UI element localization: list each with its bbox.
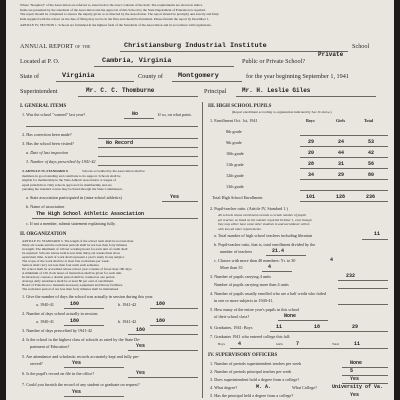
section-general-title: I. GENERAL ITEMS — [20, 104, 67, 109]
org-text: A minimum of 120 clock hours of instruction shall be given for each unit. — [22, 271, 123, 275]
org-text: Seniors shall carry not less than four units each semester. — [22, 263, 100, 267]
org-text: The recitation period of not less than forty minutes shall be maintained. — [22, 287, 119, 291]
entire-label-2: of their school class? — [214, 314, 250, 319]
state-value: Virginia — [62, 72, 95, 80]
grade-label: 11th grade — [226, 162, 244, 167]
grade-label: 8th grade — [226, 129, 242, 134]
org-text: Average daily attendance shall be at least 80 per cent of enrollment. — [22, 279, 114, 283]
college-label: 7. Graduates 1941 who entered college this fall: — [210, 334, 291, 339]
q1b-label: 1. Give the number of days the school was actually in session during this year. — [22, 294, 154, 299]
q4b-label: b. Name of association — [26, 204, 65, 209]
q3b-value: 180 — [136, 327, 146, 333]
top-note: ARTICLE IV, SECTION 1. Schools are furnished in the highest form of the Standards of the Association and in accordance with regulations. — [20, 23, 212, 27]
q1-value: No — [132, 111, 139, 117]
year-label: for the year beginning September 1, 1941 — [246, 73, 349, 80]
org-text: Board of Education to maintain necessary equipment and library facilities. — [22, 283, 123, 287]
grade-total: 80 — [368, 172, 375, 178]
graduates-girls: 18 — [314, 324, 321, 330]
teachers-label: a. Total number of high school teachers including librarian — [214, 233, 313, 238]
q1-rule — [124, 118, 154, 119]
graduates-label: 6. Graduates, 1941: Boys — [210, 325, 253, 330]
q4b-rule — [32, 218, 198, 219]
enrollment-label: 1. Enrollment Oct. 1st, 1941 — [210, 118, 258, 123]
q3b-label: 3. Number of days prescribed by 1941-42 — [26, 159, 96, 164]
q4b-value: Yes — [136, 343, 146, 349]
grade-rule — [300, 168, 388, 169]
supt-periods-label: 1. Number of periods superintendent teaches per week — [210, 361, 302, 366]
grade-girls: 31 — [338, 161, 345, 167]
grade-girls: 24 — [338, 139, 345, 145]
q2b-left-rule — [64, 325, 104, 326]
q2b-label: 2. Number of days school actually in session: — [22, 311, 99, 316]
q1b-right-label: b. 1941-42 — [118, 302, 137, 307]
classes-right-value: 4 — [268, 264, 272, 270]
principal-periods-label: 2. Number of periods principal teaches per week — [210, 369, 292, 374]
grade-total: 42 — [368, 150, 375, 156]
grade-rule — [300, 135, 388, 136]
supt-degree-label: 3. Does superintendent hold a degree from a college? — [210, 377, 300, 382]
section-pupils-title: III. HIGH SCHOOL PUPILS — [208, 104, 272, 109]
college-total: 11 — [354, 341, 361, 347]
grade-rule — [300, 190, 388, 191]
org-text: equivalent time. A unit of work shall represent a year's study in any subject. — [22, 255, 125, 259]
q3-label: 3. Has the school been visited? — [22, 141, 74, 146]
grade-label: 10th grade — [226, 151, 244, 156]
what-degree-label: 4. What degree? — [210, 385, 238, 390]
q3a-label: a. Date of last inspection — [26, 150, 68, 155]
graduates-total: 29 — [352, 324, 359, 330]
principal-degree-value: Yes — [350, 392, 360, 398]
ratio-body: with less all other requirements. — [218, 226, 262, 231]
org-text: No school shall be accredited whose school year consists of fewer than 180 days. — [22, 267, 133, 271]
grade-label: 9th grade — [226, 140, 242, 145]
school-suffix: School — [352, 43, 370, 50]
org-text: be required. Schools whose term is less than thirty-six weeks must show — [22, 251, 121, 255]
q4-body: Schools accredited by the Association shall be — [82, 169, 145, 173]
q4a-value: Yes — [170, 194, 180, 200]
q2-label: 2. Has correction been made? — [22, 132, 72, 137]
grade-total: 56 — [368, 161, 375, 167]
q7b-rule — [64, 396, 124, 397]
college-boys-label: Boys — [218, 342, 225, 346]
entire-value: None — [284, 313, 297, 319]
answer-rule — [26, 126, 198, 127]
classes-right-label: More than 35 — [220, 265, 243, 270]
units-label: 3. Number of pupils carrying 4 units — [210, 274, 272, 279]
q1b-right-rule — [150, 308, 198, 309]
org-text: In laboratory courses a double period shall be counted as one period. — [22, 275, 116, 279]
q4c-label: c. If not a member, submit statement explaining fully. — [26, 221, 116, 226]
section-organization-title: II. ORGANIZATION — [20, 232, 67, 237]
q5b-label: 5. Are attendance and scholastic records accurately kept and fully pre- — [22, 354, 140, 359]
q4b-value: The High School Athletic Association — [36, 211, 145, 217]
q4a-rule — [162, 201, 198, 202]
principal-label: Principal — [204, 88, 227, 95]
grade-boys: 34 — [308, 172, 315, 178]
supt-degree-value: Yes — [350, 376, 360, 382]
principal-periods-rule — [342, 375, 388, 376]
grade-label: 12th grade — [226, 173, 244, 178]
q4-body: equal jurisdiction. Only schools approved for membership and are — [22, 182, 112, 187]
section-pupils-subtitle: (Report enrollment according to organization indicated by Sec. II above.) — [232, 110, 332, 114]
q2b-right-rule — [150, 325, 198, 326]
units-value: 232 — [346, 273, 356, 279]
q5b-label-2: served? — [30, 361, 43, 366]
units-more-rule — [338, 288, 388, 289]
org-text: thirty-six weeks and the recitation periods shall be not less than forty minutes — [22, 243, 128, 247]
q6b-rule — [128, 377, 198, 378]
q2b-right-value: 180 — [156, 318, 166, 324]
q4b-label: 4. Is the school in the highest class of schools as rated by the State De- — [22, 337, 141, 342]
ratio-b-value: 21.4 — [272, 248, 285, 254]
entire-rule — [278, 320, 328, 321]
q4b-label-2: partment of Education? — [30, 344, 70, 349]
q1b-left-value: 180 — [70, 301, 80, 307]
classes-value: 4 — [330, 257, 334, 263]
state-rule — [56, 81, 134, 82]
q3b-rule — [128, 334, 198, 335]
col-girls-header: Girls — [336, 118, 346, 123]
supt-periods-rule — [342, 367, 388, 368]
top-note: Item supplied with the school on the date of filing may not be in the files and should be furnished. Please furnish the report by December 1. — [20, 16, 210, 21]
graduates-rule — [270, 331, 388, 332]
units-more-label: Number of pupils carrying more than 4 units — [214, 282, 289, 287]
principal-periods-value: 5 — [350, 368, 354, 374]
q7b-value: Yes — [72, 389, 82, 395]
total-girls: 128 — [336, 194, 346, 200]
ratio-b-label-2: number of teachers — [220, 249, 253, 254]
located-rule — [94, 66, 234, 67]
q4-body: pursuing the standard course may be listed through the State Commission. — [22, 187, 123, 191]
grade-rule — [300, 146, 388, 147]
total-total: 236 — [366, 194, 376, 200]
teachers-rule — [362, 239, 388, 240]
grade-boys: 29 — [308, 139, 315, 145]
org-text: The scope of the work shall be at least four recitations per week. — [22, 259, 110, 263]
report-page — [6, 0, 394, 400]
superintendent-value: Mr. C. C. Thomburne — [86, 87, 155, 94]
q3a-rule — [98, 156, 198, 157]
ratio-b-label: b. Pupil-teacher ratio, that is, total enrollment divided by the — [214, 242, 316, 247]
q5b-value: Yes — [72, 360, 82, 366]
total-enrollment-label: Total High School Enrollment — [212, 195, 263, 200]
report-title: ANNUAL REPORT of the — [20, 43, 91, 50]
ratio-body: All schools whose enrollment exceeds a certain number of pupils — [218, 213, 306, 217]
county-value: Montgomery — [178, 72, 219, 80]
public-label: Public or Private School? — [242, 58, 306, 65]
classes-label: c. Classes with more than 40 members: Yr. to 30 — [214, 258, 296, 263]
what-degree-value: M. A. — [256, 384, 272, 390]
college-total-label: Total — [332, 342, 339, 346]
failed-rule — [338, 304, 388, 305]
ratio-body: per teacher, as listed on the number reported October 1, even though — [218, 217, 312, 222]
grade-boys: 20 — [308, 150, 315, 156]
principal-degree-label: 5. Has the principal held a degree from a college? — [210, 393, 294, 398]
graduates-boys: 11 — [276, 324, 283, 330]
col-boys-header: Boys — [306, 118, 315, 123]
top-note: The report should be completed to answer the inquiry given or as directed by the Association. The report should be promptly and exactly and fully. — [20, 12, 220, 16]
entire-label: 5. How many of the entire year's pupils in this school — [210, 307, 300, 312]
principal-value: Mr. H. Leslie Giles — [242, 87, 311, 94]
q3b-rule — [98, 165, 198, 166]
q4-body: eligible for membership in the State Athletic Association or league of — [22, 178, 116, 182]
q6b-value: Yes — [136, 370, 146, 376]
college-rule — [230, 348, 388, 349]
q5b-rule — [64, 367, 124, 368]
q2b-left-label: a. 1940-41 — [36, 319, 54, 324]
grade-girls: 29 — [338, 172, 345, 178]
q1b-left-rule — [64, 308, 104, 309]
what-college-value: University of Va. — [332, 384, 384, 390]
grade-rule — [300, 157, 388, 158]
column-divider — [202, 102, 203, 398]
ratio-body: they may either have some other students in and accordance with it. — [218, 222, 311, 226]
org-text: in length. The minimum of 120 net working hours for each unit of credit shall — [22, 247, 128, 251]
failed-label: 4. Number of pupils usually enrolled who are a half credit who failed — [210, 291, 326, 296]
college-boys: 4 — [238, 341, 242, 347]
college-girls: 7 — [296, 341, 300, 347]
units-rule — [338, 280, 388, 281]
q1b-left-label: a. 1940-41 — [36, 302, 54, 307]
total-boys: 101 — [306, 194, 316, 200]
grade-girls: 44 — [338, 150, 345, 156]
q2b-right-label: b. 1941-42 — [118, 319, 137, 324]
classes-rule — [262, 271, 292, 272]
q7b-label: 7. Could you furnish the record of any student or graduate on request? — [22, 382, 140, 387]
top-note: Items are presented by the standards of the Association and the approval of this School by the State Department of Education is required. — [20, 7, 206, 12]
college-girls-label: Girls — [276, 342, 283, 346]
what-college-label: What College? — [292, 385, 317, 390]
school-name-rule — [120, 51, 348, 52]
q4-body: members in good standing and contribute to its support. Schools shall be — [22, 173, 121, 178]
q4-title: 4. ARTICLE IV, STANDARD 9. — [22, 169, 69, 173]
section-supervisory-title: IV. SUPERVISORY OFFICERS — [208, 353, 278, 358]
q3-value: No Record — [106, 140, 134, 146]
supt-periods-value: None — [350, 360, 363, 366]
ratio-label: 2. Pupil-teacher ratio. (Article IV, Standard 1.) — [210, 206, 288, 211]
located-label: Located at P. O. — [20, 58, 60, 65]
q2-rule — [98, 138, 198, 139]
ratio-b-rule — [266, 255, 306, 256]
grade-total: 53 — [368, 139, 375, 145]
org-text: ARTICLE IV, STANDARD 5. The length of the school term shall be not less than — [22, 239, 134, 243]
q3b-label: 3. Number of days prescribed by 1941-42 — [22, 328, 92, 333]
grade-rule — [300, 179, 388, 180]
q1-tail: If so, on what point. — [158, 112, 192, 117]
superintendent-rule — [78, 96, 198, 97]
q4a-label: a. State association participated in (intra-school athletics) — [26, 195, 122, 200]
q4b-rule — [128, 350, 198, 351]
q2b-left-value: 180 — [70, 318, 80, 324]
total-rule — [300, 201, 388, 202]
q6b-label: 6. Is the pupil's record on file in the office? — [22, 371, 95, 376]
q1-label: 1. Was the school "warned" last year? — [22, 112, 86, 117]
superintendent-label: Superintendent — [20, 88, 58, 95]
failed-label-2: in one or more subjects in 1940-41. — [214, 298, 274, 303]
grade-boys: 28 — [308, 161, 315, 167]
top-note: Where "Required" of the Association are referred to, insert below the exact contents of the item. The requirements are shown in italics. — [20, 3, 203, 7]
located-value: Cambria, Virginia — [102, 57, 172, 65]
q1b-right-value: 180 — [156, 301, 166, 307]
grade-label: 13th grade — [226, 184, 244, 189]
school-name: Christiansburg Industrial Institute — [124, 42, 267, 50]
county-label: County of — [138, 73, 163, 80]
public-value: Private — [318, 51, 344, 58]
col-total-header: Total — [364, 118, 374, 123]
state-label: State of — [20, 73, 40, 80]
principal-rule — [236, 96, 376, 97]
teachers-value: 11 — [374, 231, 381, 237]
q3-rule — [98, 147, 198, 148]
county-rule — [172, 81, 242, 82]
